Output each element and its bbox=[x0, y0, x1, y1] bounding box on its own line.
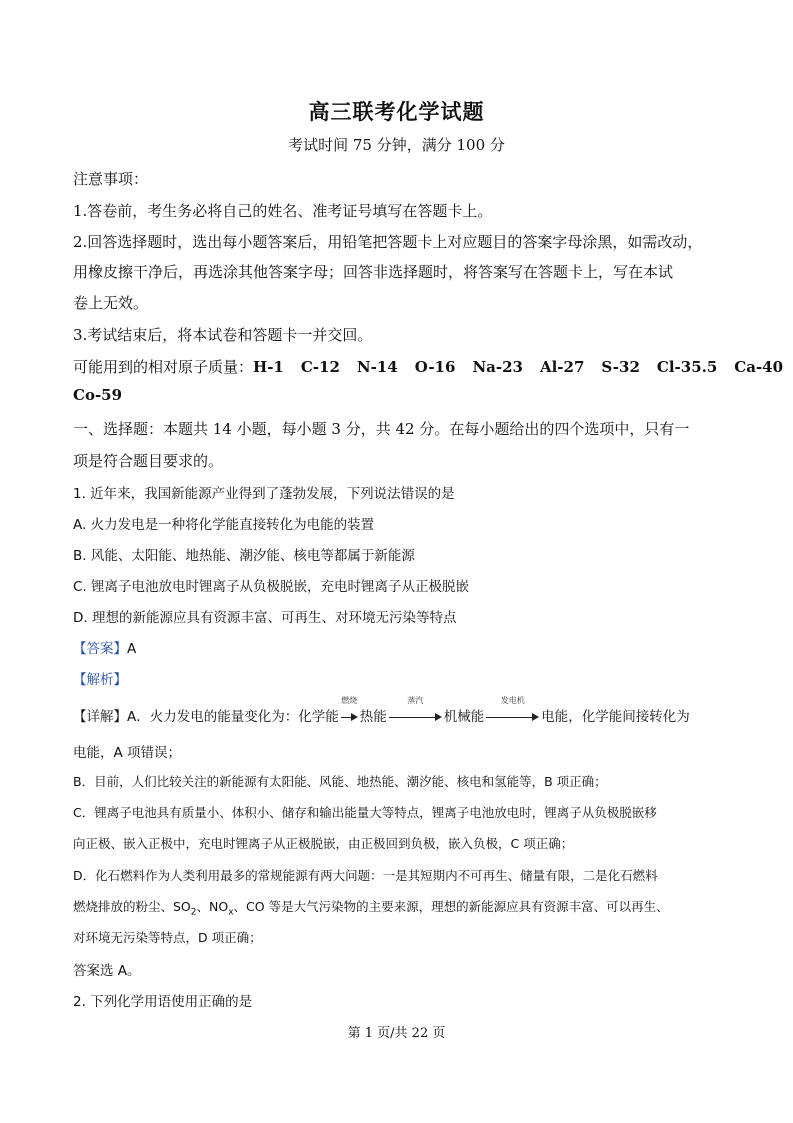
mass-c: C-12 bbox=[300, 358, 340, 376]
detail-a-line-2: 电能，A 项错误； bbox=[73, 745, 182, 761]
mass-cl: Cl-35.5 bbox=[656, 358, 718, 376]
question-1-conclusion: 答案选 A。 bbox=[73, 963, 141, 979]
detail-d-line-3: 对环境无污染等特点，D 项正确； bbox=[73, 930, 262, 945]
mass-co: Co-59 bbox=[73, 386, 123, 404]
so2-subscript: 2 bbox=[190, 907, 197, 918]
question-1-option-a: A. 火力发电是一种将化学能直接转化为电能的装置 bbox=[73, 517, 375, 533]
energy-electric: 电能 bbox=[541, 709, 569, 725]
mass-na: Na-23 bbox=[472, 358, 523, 376]
mass-al: Al-27 bbox=[539, 358, 585, 376]
mass-n: N-14 bbox=[356, 358, 398, 376]
mass-s: S-32 bbox=[601, 358, 640, 376]
mass-h: H-1 bbox=[253, 358, 284, 376]
notice-item-3: 3.考试结束后，将本试卷和答题卡一并交回。 bbox=[73, 326, 373, 344]
detail-a-line-1 bbox=[73, 696, 690, 725]
detail-d-line-2 bbox=[73, 897, 669, 918]
question-1-option-b: B. 风能、太阳能、地热能、潮汐能、核电等都属于新能源 bbox=[73, 548, 415, 564]
answer-value: A bbox=[127, 641, 137, 657]
energy-mechanical: 机械能 bbox=[443, 709, 485, 725]
detail-c-line-1: C．锂离子电池具有质量小、体积小、储存和输出能量大等特点，锂离子电池放电时，锂离子从负极脱嵌移 bbox=[73, 805, 657, 820]
arrow-generator bbox=[486, 696, 539, 725]
mass-o: O-16 bbox=[414, 358, 456, 376]
detail-d-line-2-part-b: 、NO bbox=[196, 899, 229, 914]
detail-tag: 【详解】 bbox=[73, 709, 127, 725]
analysis-tag: 【解析】 bbox=[73, 672, 127, 688]
notice-heading: 注意事项： bbox=[73, 170, 149, 188]
detail-d-line-2-part-c: 、CO 等是大气污染物的主要来源，理想的新能源应具有资源丰富、可以再生、 bbox=[233, 899, 669, 914]
page-title: 高三联考化学试题 bbox=[308, 99, 485, 124]
nox-subscript: x bbox=[228, 907, 234, 918]
question-1-answer bbox=[73, 637, 136, 657]
arrow-combustion bbox=[341, 696, 358, 725]
notice-item-2-line-1: 2.回答选择题时，选出每小题答案后，用铅笔把答题卡上对应题目的答案字母涂黑，如需改动， bbox=[73, 233, 703, 251]
arrow-label-generator: 发电机 bbox=[500, 696, 525, 705]
notice-item-2-line-3: 卷上无效。 bbox=[73, 294, 149, 312]
notice-item-1: 1.答卷前，考生务必将自己的姓名、准考证号填写在答题卡上。 bbox=[73, 202, 493, 220]
page-number: 第 1 页/共 22 页 bbox=[347, 1026, 446, 1041]
question-1-option-d: D. 理想的新能源应具有资源丰富、可再生、对环境无污染等特点 bbox=[73, 610, 457, 626]
detail-a-suffix: ，化学能间接转化为 bbox=[568, 709, 690, 725]
detail-d-line-1: D．化石燃料作为人类利用最多的常规能源有两大问题：一是其短期内不可再生、储量有限，二是化石燃料 bbox=[73, 868, 658, 883]
mass-ca: Ca-40 bbox=[734, 358, 784, 376]
arrow-steam bbox=[389, 696, 442, 725]
question-1-stem: 1. 近年来，我国新能源产业得到了蓬勃发展，下列说法错误的是 bbox=[73, 486, 455, 502]
atomic-masses bbox=[73, 356, 793, 377]
exam-duration: 考试时间 75 分钟，满分 100 分 bbox=[288, 136, 505, 154]
detail-d-line-2-part-a: 燃烧排放的粉尘、SO bbox=[73, 899, 191, 914]
question-1-option-c: C. 锂离子电池放电时锂离子从负极脱嵌，充电时锂离子从正极脱嵌 bbox=[73, 579, 470, 595]
detail-c-line-2: 向正极、嵌入正极中，充电时锂离子从正极脱嵌，由正极回到负极，嵌入负极，C 项正确； bbox=[73, 836, 574, 851]
arrow-label-steam: 蒸汽 bbox=[407, 696, 424, 705]
arrow-label-combustion: 燃烧 bbox=[341, 696, 358, 705]
notice-item-2-line-2: 用橡皮擦干净后，再选涂其他答案字母；回答非选择题时，将答案写在答题卡上，写在本试 bbox=[73, 263, 674, 281]
detail-a-prefix: A．火力发电的能量变化为：化学能 bbox=[127, 709, 339, 725]
atomic-masses-label: 可能用到的相对原子质量： bbox=[73, 358, 254, 376]
question-2-stem: 2. 下列化学用语使用正确的是 bbox=[73, 994, 253, 1010]
detail-b: B．目前，人们比较关注的新能源有太阳能、风能、地热能、潮汐能、核电和氢能等，B 项正确； bbox=[73, 774, 607, 789]
answer-tag: 【答案】 bbox=[73, 641, 127, 657]
section-instructions-line-1: 一、选择题：本题共 14 小题，每小题 3 分，共 42 分。在每小题给出的四个选项中，只有一 bbox=[73, 420, 690, 438]
energy-heat: 热能 bbox=[359, 709, 387, 725]
question-1-analysis-tag bbox=[73, 668, 127, 688]
section-instructions-line-2: 项是符合题目要求的。 bbox=[73, 452, 224, 470]
